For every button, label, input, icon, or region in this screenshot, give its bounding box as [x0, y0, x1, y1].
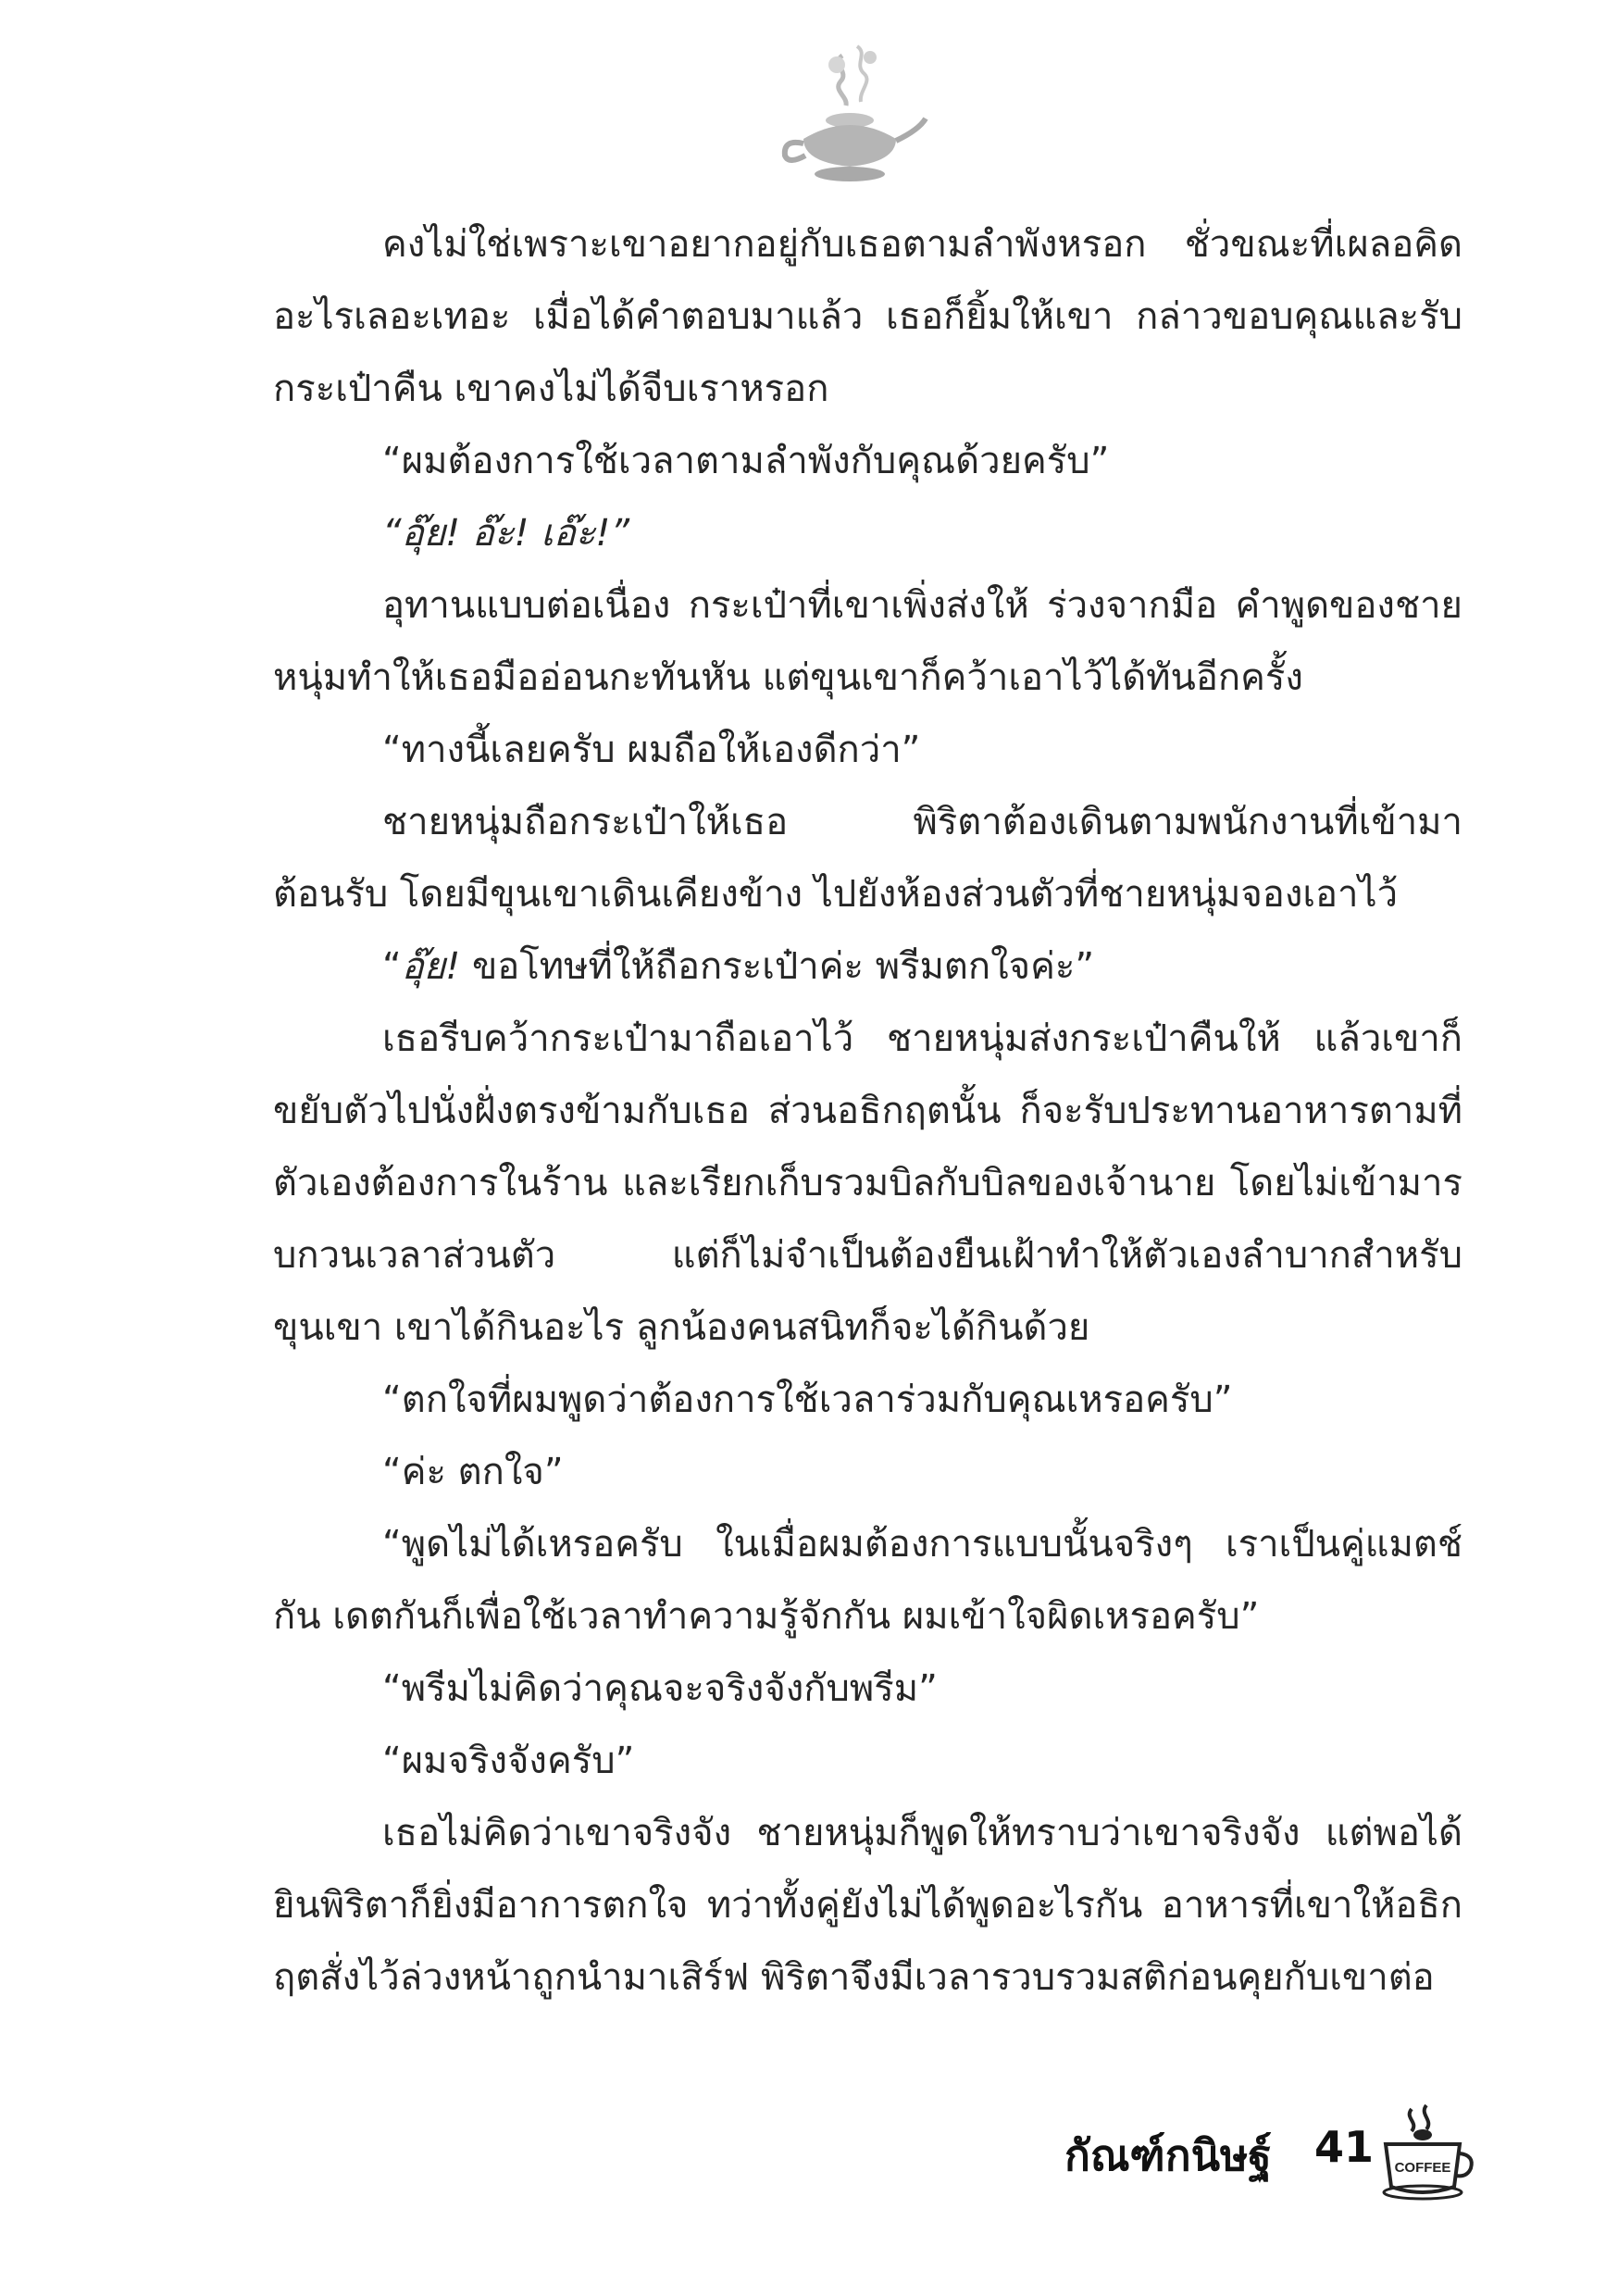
dialogue-1: “ผมต้องการใช้เวลาตามลำพังกับคุณด้วยครับ” — [382, 440, 1110, 482]
dialogue-9: “ผมจริงจังครับ” — [382, 1740, 635, 1782]
dialogue-7: “พูดไม่ได้เหรอครับ ในเมื่อผมต้องการแบบนั้นจริงๆ เราเป็นคู่แมตช์กัน เดตกันก็เพื่อใช้เวลาทำความรู้จักกัน ผมเข้าใจผิดเหรอครับ” — [273, 1523, 1462, 1638]
paragraph-5: เธอไม่คิดว่าเขาจริงจัง ชายหนุ่มก็พูดให้ทราบว่าเขาจริงจัง แต่พอได้ยินพิริตาก็ยิ่งมีอาการตกใจ ทว่าทั้งคู่ยังไม่ได้พูดอะไรกัน อาหารที่เขาให้อธิกฤตสั่งไว้ล่วงหน้าถูกนำมาเสิร์ฟ พิริตาจึงมีเวลารวบรวมสติก่อนคุยกับเขาต่อ — [273, 1812, 1462, 1999]
page-number: 41 — [1314, 2122, 1375, 2172]
dialogue-5: “ตกใจที่ผมพูดว่าต้องการใช้เวลาร่วมกับคุณเหรอครับ” — [382, 1379, 1233, 1421]
dialogue-8: “พรีมไม่คิดว่าคุณจะจริงจังกับพรีม” — [382, 1667, 938, 1710]
body-text — [273, 208, 1462, 2014]
book-title: กัณฑ์กนิษฐ์ — [1064, 2130, 1272, 2180]
coffee-label: COFFEE — [1394, 2160, 1451, 2176]
dialogue-6: “ค่ะ ตกใจ” — [382, 1451, 564, 1493]
paragraph-2: อุทานแบบต่อเนื่อง กระเป๋าที่เขาเพิ่งส่งให้ ร่วงจากมือ คำพูดของชายหนุ่มทำให้เธอมืออ่อนกะทันหัน แต่ขุนเขาก็คว้าเอาไว้ได้ทันอีกครั้ง — [273, 584, 1462, 699]
paragraph-3: ชายหนุ่มถือกระเป๋าให้เธอ พิริตาต้องเดินตามพนักงานที่เข้ามาต้อนรับ โดยมีขุนเขาเดินเคียงข้าง ไปยังห้องส่วนตัวที่ชายหนุ่มจองเอาไว้ — [273, 801, 1462, 916]
dialogue-4-rest: ขอโทษที่ให้ถือกระเป๋าค่ะ พรีมตกใจค่ะ” — [460, 945, 1095, 988]
genie-lamp-icon — [757, 37, 933, 185]
paragraph-1: คงไม่ใช่เพราะเขาอยากอยู่กับเธอตามลำพังหรอก ชั่วขณะที่เผลอคิดอะไรเลอะเทอะ เมื่อได้คำตอบมาแล้ว เธอก็ยิ้มให้เขา กล่าวขอบคุณและรับกระเป๋าคืน เขาคงไม่ได้จีบเราหรอก — [273, 223, 1462, 410]
paragraph-4: เธอรีบคว้ากระเป๋ามาถือเอาไว้ ชายหนุ่มส่งกระเป๋าคืนให้ แล้วเขาก็ขยับตัวไปนั่งฝั่งตรงข้ามกับเธอ ส่วนอธิกฤตนั้น ก็จะรับประทานอาหารตามที่ตัวเองต้องการในร้าน และเรียกเก็บรวมบิลกับบิลของเจ้านาย โดยไม่เข้ามารบกวนเวลาส่วนตัว แต่ก็ไม่จำเป็นต้องยืนเฝ้าทำให้ตัวเองลำบากสำหรับขุนเขา เขาได้กินอะไร ลูกน้องคนสนิทก็จะได้กินด้วย — [273, 1017, 1462, 1349]
page-footer — [1037, 2102, 1481, 2203]
coffee-cup-icon — [1375, 2102, 1476, 2203]
dialogue-2: “อุ๊ย! อ๊ะ! เอ๊ะ!” — [382, 512, 630, 555]
dialogue-4-italic: อุ๊ย! — [401, 945, 461, 988]
dialogue-3: “ทางนี้เลยครับ ผมถือให้เองดีกว่า” — [382, 729, 921, 771]
dialogue-4: “อุ๊ย! ขอโทษที่ให้ถือกระเป๋าค่ะ พรีมตกใจค่ะ” — [382, 945, 1095, 988]
